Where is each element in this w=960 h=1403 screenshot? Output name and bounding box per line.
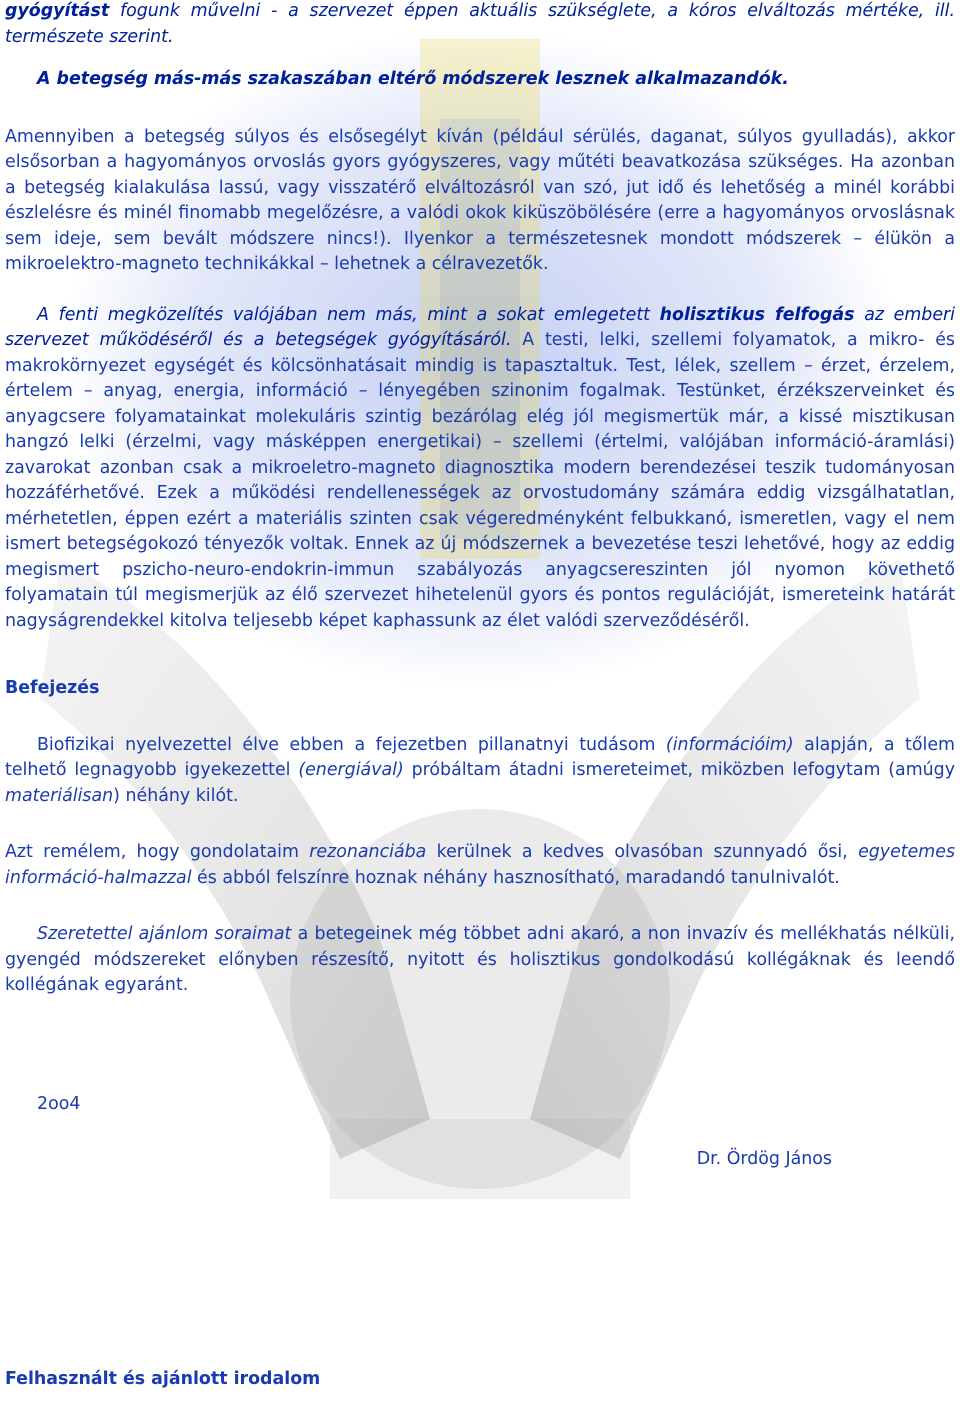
references-title: Felhasznált és ajánlott irodalom — [5, 1368, 321, 1389]
intro-rest: fogunk művelni - a szervezet éppen aktuális szükséglete, a kóros elváltozás mértéke, ill. természete szerint. — [5, 1, 955, 47]
signature: Dr. Ördög János — [696, 1149, 832, 1169]
p2-rest: A testi, lelki, szellemi folyamatok, a mikro- és makrokörnyezet egységét és kölcsönhatásait mindig is tapasztaltuk. Test, lélek, szellem – érzet, érzelem, értelem – anyag, energia, információ – lényegében szinonim fogalmak. Testünket, érzékszerveinket és anyagcsere folyamatainkat molekuláris szintig bezárólag elég jól megismertük már, a kissé misztikusan hangzó lelki (érzelmi, vagy másképpen energetikai) – szellemi (értelmi, valójában információ-áramlási) zavarokat azonban csak a mikroeletro-magneto diagnosztika modern berendezései teszik tudományosan hozzáférhetővé. Ezek a működési rendellenességek az orvostudomány számára eddig vizsgálhatatlan, mérhetetlen, éppen ezért a materiális szinten csak végeredményként felbukkanó, ismeretlen, vagy el nem ismert betegségokozó tényezők voltak. Ennek az új módszernek a bevezetése teszi lehetővé, hogy az eddig megismert pszicho-neuro-endokrin-immun szabályozás anyagcsereszinten jól nyomon követhető folyamatain túl megismerjük az élő szervezet hihetelenül gyors és pontos regulációját, ismereteink határát nagyságrendekkel kitolva teljesebb képet kaphassunk az élet valódi szerveződéséről. — [5, 330, 955, 631]
section-title: Befejezés — [5, 678, 100, 698]
year: 2oo4 — [37, 1093, 81, 1114]
p2-italic-b: az emberi szervezet működéséről és a betegségek gyógyításáról. — [5, 304, 956, 350]
paragraph-5: Szeretettel ajánlom soraimat a betegeinek még többet adni akaró, a non invazív és mellékhatás nélküli, gyengéd módszereket előnyben részesítő, nyitott és holisztikus gondolkodású kollégáknak és leendő kollégának egyaránt. — [5, 924, 956, 995]
subheading: A betegség más-más szakaszában eltérő módszerek lesznek alkalmazandók. — [37, 69, 789, 89]
p2-italic-a: A fenti megközelítés valójában nem más, mint a sokat emlegetett — [37, 304, 660, 325]
intro-paragraph — [5, 0, 955, 50]
p2-bold-italic: holisztikus felfogás — [659, 304, 855, 325]
paragraph-4: Azt remélem, hogy gondolataim rezonanciába kerülnek a kedves olvasóban szunnyadó ősi, egyetemes információ-halmazzal és abból felszínre hoznak néhány hasznosítható, maradandó tanulnivalót. — [5, 842, 956, 888]
paragraph-2 — [5, 303, 955, 635]
intro-lead: gyógyítást — [5, 1, 110, 21]
paragraph-1: Amennyiben a betegség súlyos és elsősegélyt kíván (például sérülés, daganat, súlyos gyulladás), akkor elsősorban a hagyományos orvoslás gyors gyógyszeres, vagy műtéti beavatkozása szükséges. Ha azonban a betegség kialakulása lassú, vagy visszatérő elváltozásról van szó, jut idő és lehetőség a minél korábbi észlelésre és minél finomabb megelőzésre, a valódi okok kiküszöbölésére (erre a hagyományos orvoslásnak sem ideje, sem bevált módszere nincs!). Ilyenkor a természetesnek mondott módszerek – élükön a mikroelektro-magneto technikákkal – lehetnek a célravezetők. — [5, 126, 955, 274]
paragraph-3: Biofizikai nyelvezettel élve ebben a fejezetben pillanatnyi tudásom (információim) alapján, a tőlem telhető legnagyobb igyekezettel (energiával) próbáltam átadni ismereteimet, miközben lefogytam (amúgy materiálisan) néhány kilót. — [5, 734, 955, 806]
